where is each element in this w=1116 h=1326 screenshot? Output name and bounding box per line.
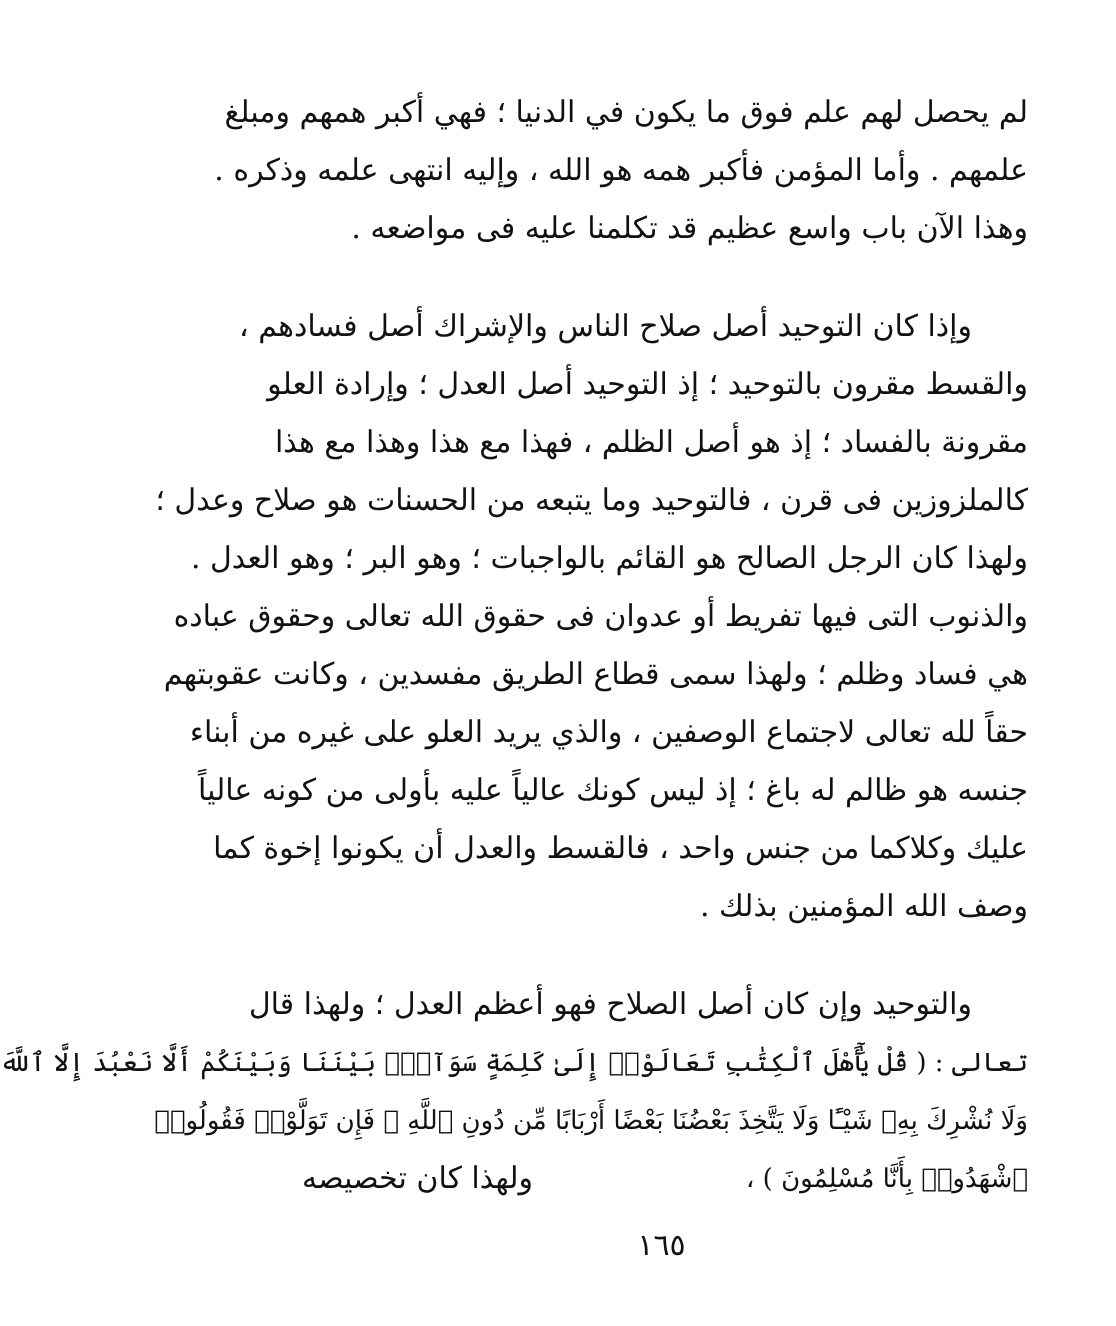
quran-verse-line: وَلَا نُشْرِكَ بِهِۦ شَيْـًٔا وَلَا يَتَّخِذَ بَعْضُنَا بَعْضًا أَرْبَابًا مِّن دُونِ ٱللَّهِ ۚ فَإِن تَوَلَّوْا۟ فَقُولُوا۟ xyxy=(154,1106,1028,1136)
text-line: ولهذا كان الرجل الصالح هو القائم بالواجبات ؛ وهو البر ؛ وهو العدل . xyxy=(190,541,1028,576)
text-continuation: ولهذا كان تخصيصه xyxy=(302,1161,533,1196)
text-line: حقاً لله تعالى لاجتماع الوصفين ، والذي يريد العلو على غيره من أبناء xyxy=(189,715,1028,750)
quran-verse-end: ٱشْهَدُوا۟ بِأَنَّا مُسْلِمُونَ ) ، xyxy=(746,1164,1028,1194)
text-line: وإذا كان التوحيد أصل صلاح الناس والإشراك أصل فسادهم ، xyxy=(238,309,972,344)
paragraph-3 xyxy=(0,976,1028,1208)
text-line: والقسط مقرون بالتوحيد ؛ إذ التوحيد أصل العدل ؛ وإرادة العلو xyxy=(267,367,1028,402)
text-line: والذنوب التى فيها تفريط أو عدوان فى حقوق الله تعالى وحقوق عباده xyxy=(173,599,1028,634)
text-line: والتوحيد وإن كان أصل الصلاح فهو أعظم العدل ؛ ولهذا قال xyxy=(248,987,972,1022)
quran-verse-line: تعالى : ( قُلْ يَٰٓأَهْلَ ٱلْكِتَٰبِ تَعَالَوْا۟ إِلَىٰ كَلِمَةٍ سَوَآءٍۭ بَيْنَنَا وَبَيْنَكُمْ أَلَّا نَعْبُدَ إِلَّا ٱللَّهَ xyxy=(0,1048,1028,1078)
text-line xyxy=(302,1150,1028,1208)
text-line: لم يحصل لهم علم فوق ما يكون في الدنيا ؛ فهي أكبر همهم ومبلغ xyxy=(224,95,1028,130)
page-number: ١٦٥ xyxy=(637,1228,686,1263)
paragraph-2 xyxy=(155,298,1028,936)
page-body xyxy=(0,84,1028,1208)
text-line: جنسه هو ظالم له باغ ؛ إذ ليس كونك عالياً عليه بأولى من كونه عالياً xyxy=(197,773,1028,808)
text-line: وصف الله المؤمنين بذلك . xyxy=(699,889,1028,924)
paragraph-1 xyxy=(214,84,1028,258)
text-line: عليك وكلاكما من جنس واحد ، فالقسط والعدل أن يكونوا إخوة كما xyxy=(213,831,1028,866)
text-line: كالملزوزين فى قرن ، فالتوحيد وما يتبعه من الحسنات هو صلاح وعدل ؛ xyxy=(155,483,1028,518)
text-line: مقرونة بالفساد ؛ إذ هو أصل الظلم ، فهذا مع هذا وهذا مع هذا xyxy=(274,425,1028,460)
text-line: علمهم . وأما المؤمن فأكبر همه هو الله ، وإليه انتهى علمه وذكره . xyxy=(214,153,1028,188)
text-line: هي فساد وظلم ؛ ولهذا سمى قطاع الطريق مفسدين ، وكانت عقوبتهم xyxy=(163,657,1028,692)
text-line: وهذا الآن باب واسع عظيم قد تكلمنا عليه فى مواضعه . xyxy=(351,211,1028,246)
